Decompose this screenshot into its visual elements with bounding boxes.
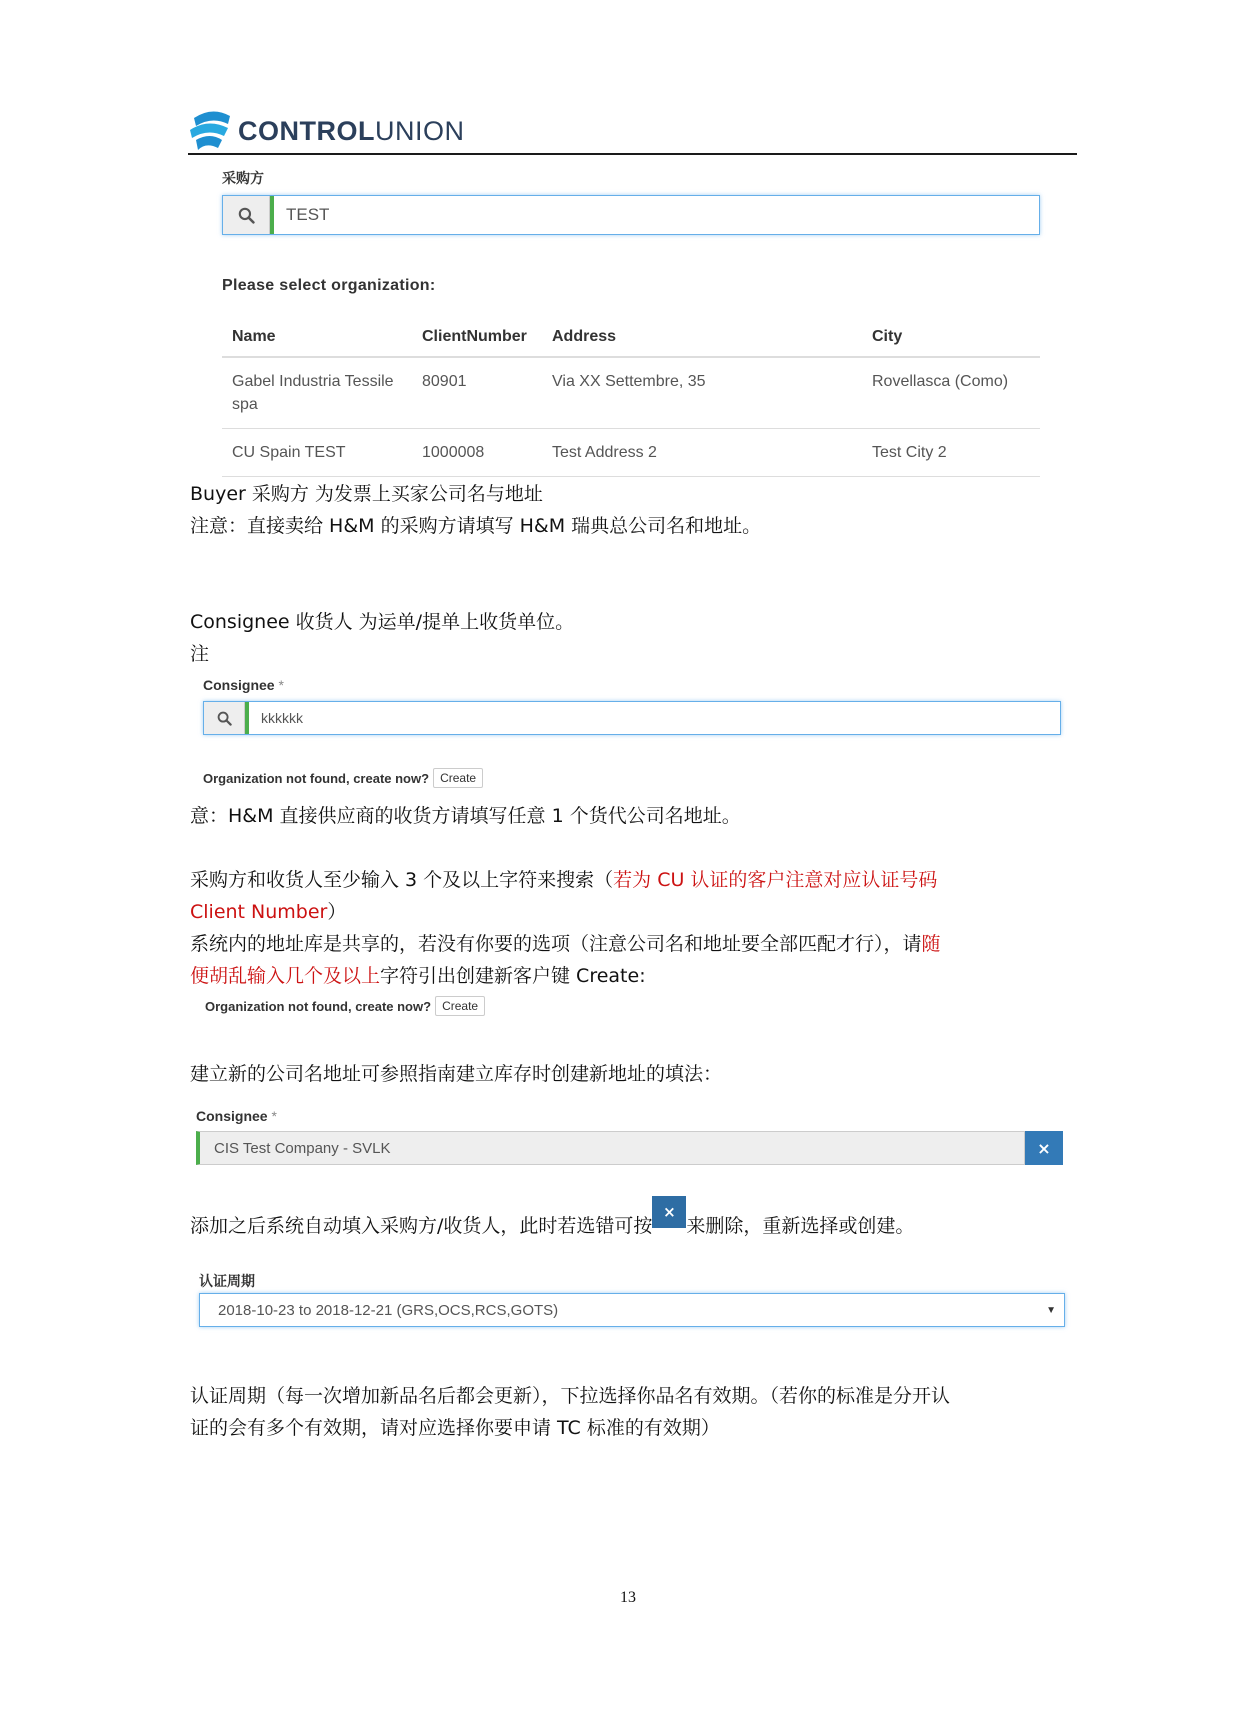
consignee-selected-label: Consignee * [196, 1108, 277, 1124]
create-button[interactable]: Create [433, 768, 483, 788]
cert-period-select[interactable] [199, 1293, 1065, 1327]
table-row[interactable] [222, 357, 1040, 429]
consignee-label: Consignee * [203, 677, 284, 693]
paragraph-cert-period: 认证周期（每一次增加新品名后都会更新），下拉选择你品名有效期。（若你的标准是分开认 [190, 1385, 951, 1407]
consignee-selected-value[interactable]: CIS Test Company - SVLK [196, 1131, 1025, 1165]
not-found-text: Organization not found, create now? [203, 770, 430, 786]
paragraph-consignee: Consignee 收货人 为运单/提单上收货单位。 [190, 611, 575, 633]
organization-not-found [205, 996, 485, 1016]
consignee-search-box [203, 701, 1061, 735]
column-header-address: Address [542, 318, 862, 357]
create-button[interactable]: Create [435, 996, 485, 1016]
buyer-search-box [222, 195, 1040, 235]
column-header-city: City [862, 318, 1040, 357]
cell-clientnumber: 80901 [412, 357, 542, 429]
paragraph-note-end: 意：H&M 直接供应商的收货方请填写任意 1 个货代公司名地址。 [190, 805, 741, 827]
column-header-clientnumber: ClientNumber [412, 318, 542, 357]
paragraph-shared-library: 系统内的地址库是共享的，若没有你要的选项（注意公司名和地址要全部匹配才行），请随 [190, 933, 941, 955]
paragraph-search-hint: 采购方和收货人至少输入 3 个及以上字符来搜索（若为 CU 认证的客户注意对应认证号码 [190, 869, 938, 891]
cert-period-value: 2018-10-23 to 2018-12-21 (GRS,OCS,RCS,GOTS) [218, 1301, 559, 1319]
logo-wordmark: CONTROLUNION [238, 116, 465, 146]
cell-clientnumber: 1000008 [412, 429, 542, 477]
select-organization-title: Please select organization: [222, 277, 436, 294]
not-found-text: Organization not found, create now? [205, 998, 432, 1014]
paragraph-create-guide: 建立新的公司名地址可参照指南建立库存时创建新地址的填法： [190, 1063, 723, 1085]
cert-period-label: 认证周期 [199, 1273, 255, 1289]
cell-city: Test City 2 [862, 429, 1040, 477]
consignee-selected-field [196, 1131, 1063, 1165]
buyer-label: 采购方 [222, 170, 264, 186]
paragraph-buyer: Buyer 采购方 为发票上买家公司名与地址 [190, 483, 543, 505]
paragraph-clear-hint: 添加之后系统自动填入采购方/收货人，此时若选错可按×来删除，重新选择或创建。 [190, 1210, 914, 1242]
cell-address: Via XX Settembre, 35 [542, 357, 862, 429]
consignee-search-input[interactable] [245, 702, 1060, 734]
table-row[interactable] [222, 429, 1040, 477]
close-icon: × [652, 1196, 686, 1228]
control-union-logo [188, 108, 465, 154]
organization-table [222, 318, 1040, 477]
cell-address: Test Address 2 [542, 429, 862, 477]
paragraph-cert-period-cont: 证的会有多个有效期，请对应选择你要申请 TC 标准的有效期） [190, 1417, 720, 1439]
paragraph-note-start: 注 [190, 643, 210, 665]
cell-city: Rovellasca (Como) [862, 357, 1040, 429]
cell-name: CU Spain TEST [222, 429, 412, 477]
search-icon[interactable] [204, 702, 245, 734]
header-divider [188, 153, 1077, 155]
organization-not-found [203, 768, 483, 788]
clear-icon[interactable]: × [1025, 1131, 1063, 1165]
table-header-row [222, 318, 1040, 357]
paragraph-client-number: Client Number） [190, 901, 347, 923]
page-number: 13 [620, 1589, 636, 1606]
search-icon[interactable] [223, 196, 270, 234]
buyer-search-input[interactable] [270, 196, 1039, 234]
paragraph-create-hint: 便胡乱输入几个及以上字符引出创建新客户键 Create: [190, 965, 646, 987]
logo-swirl-icon [188, 108, 232, 152]
cell-name: Gabel Industria Tessile spa [222, 357, 412, 429]
paragraph-buyer-note: 注意：直接卖给 H&M 的采购方请填写 H&M 瑞典总公司名和地址。 [190, 515, 762, 537]
chevron-down-icon: ▼ [1046, 1304, 1056, 1316]
column-header-name: Name [222, 318, 412, 357]
